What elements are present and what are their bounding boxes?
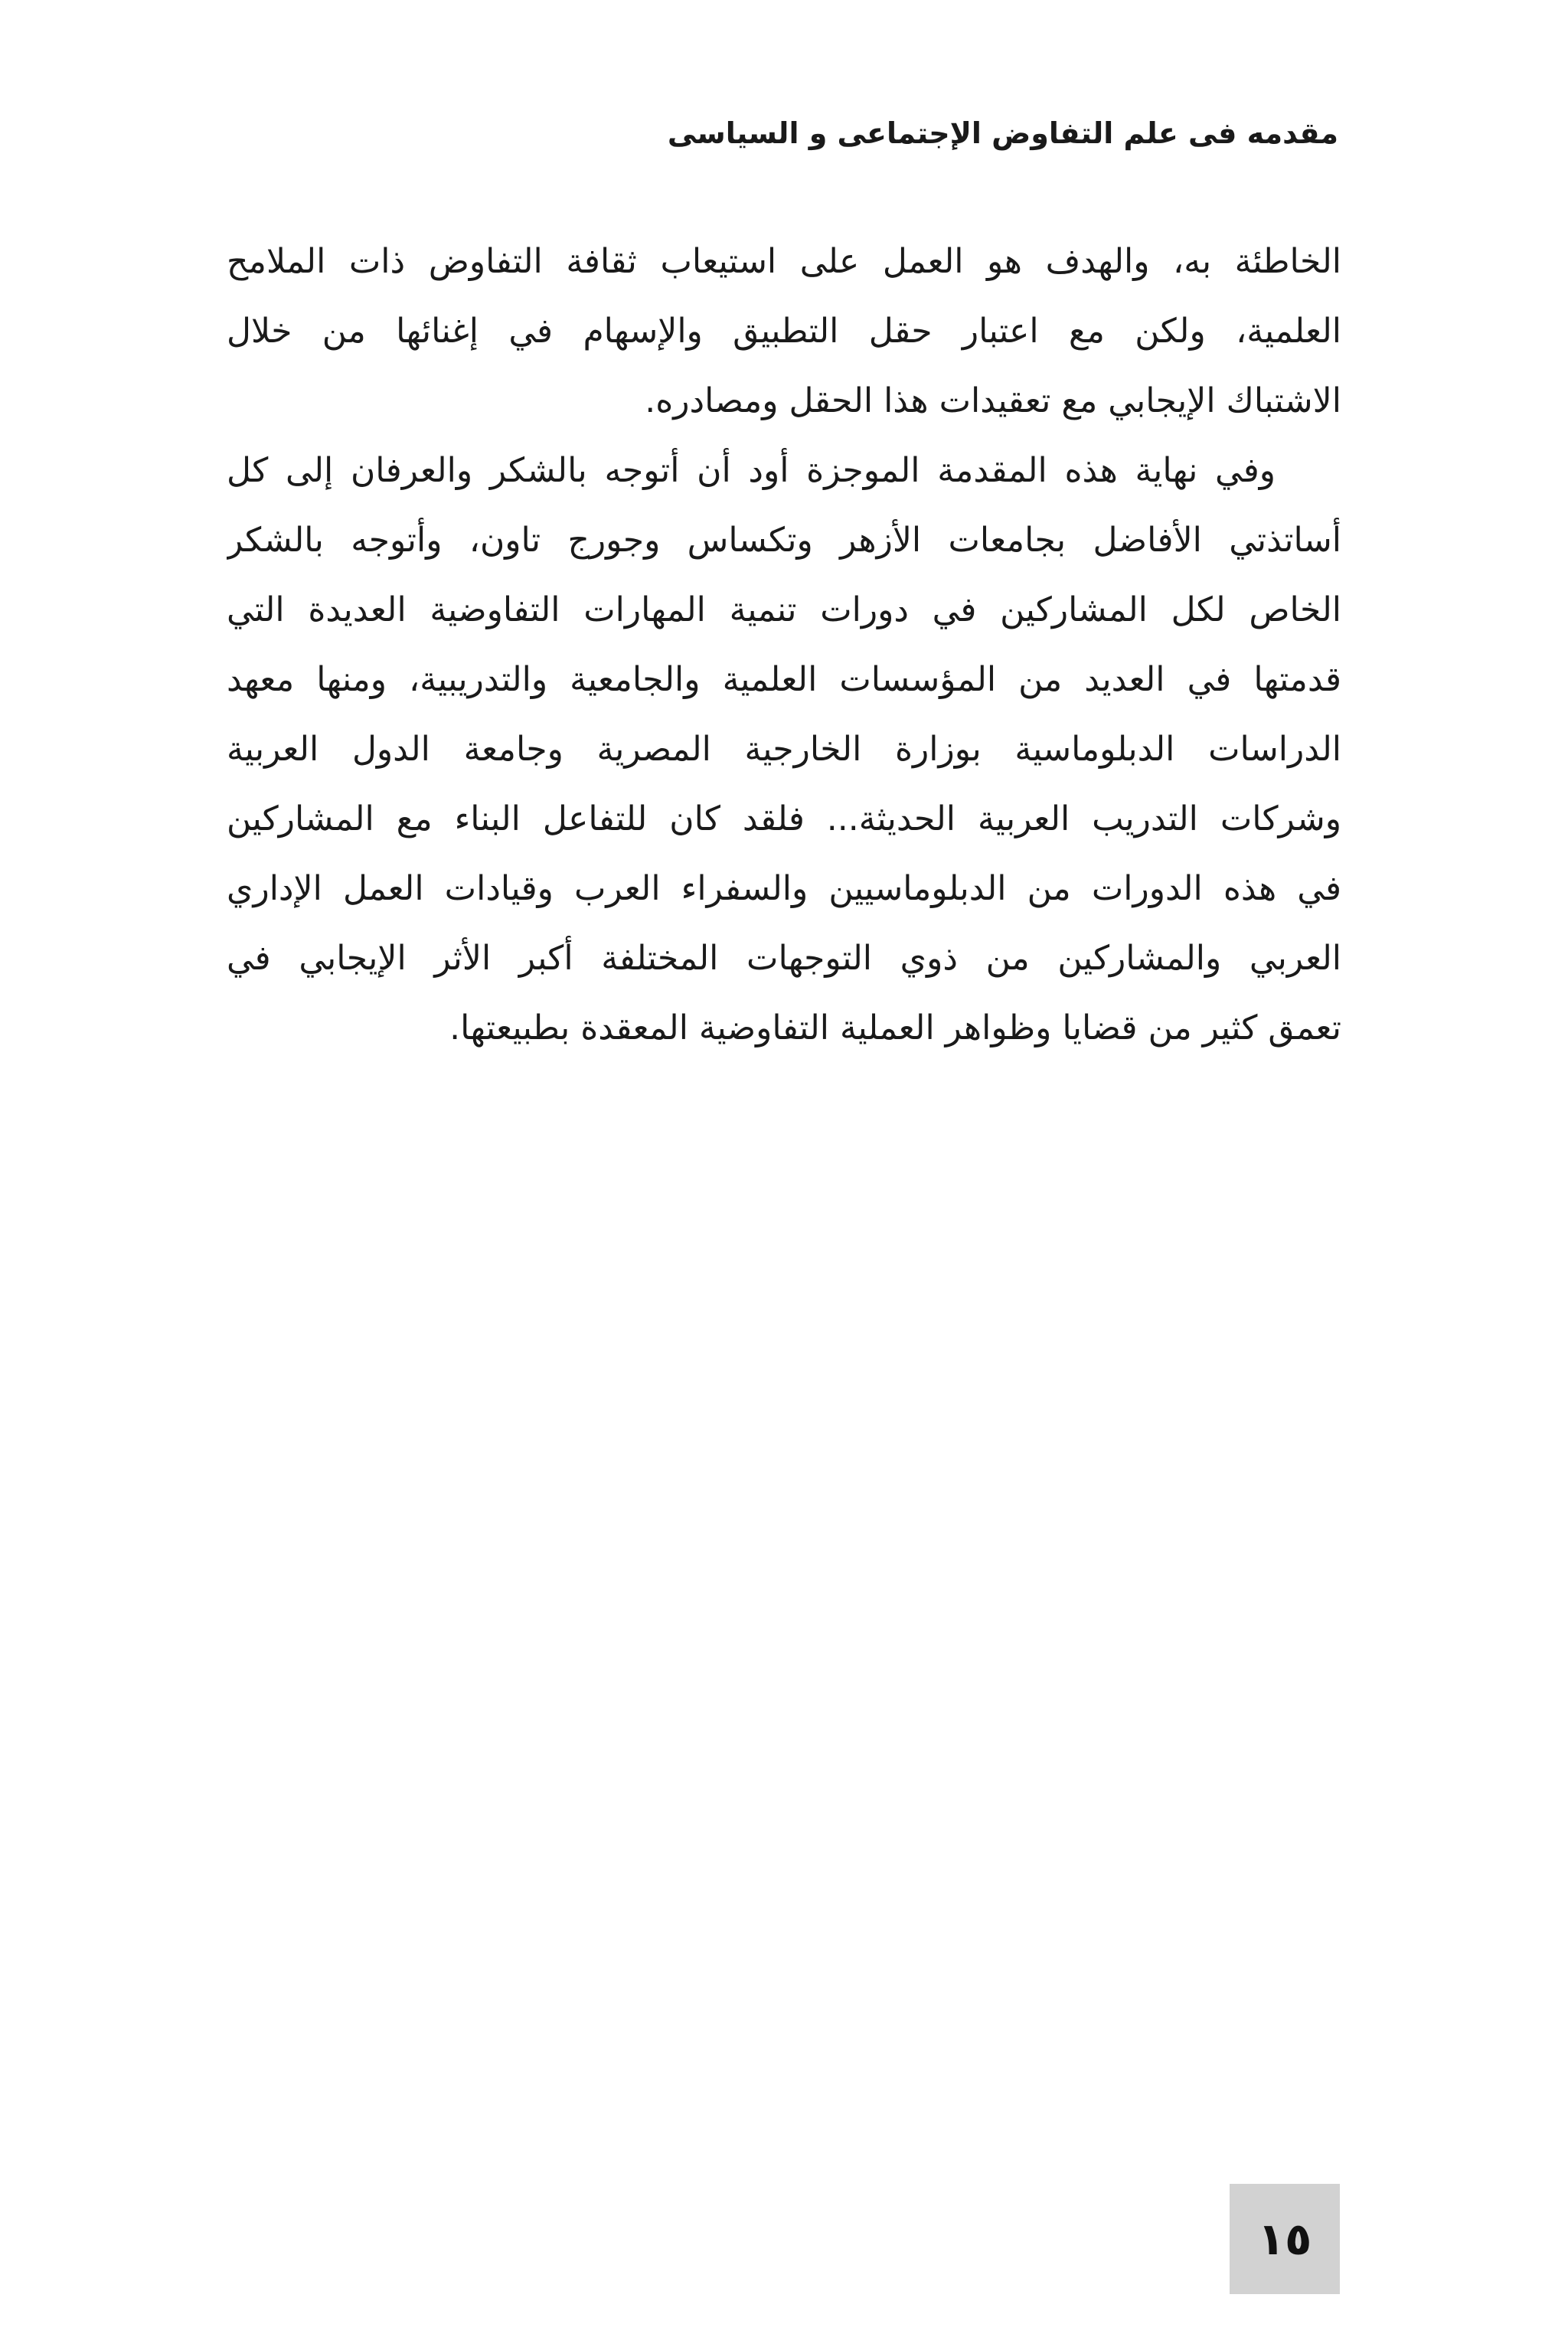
text-line: أساتذتي الأفاضل بجامعات الأزهر وتكساس وجورج تاون، وأتوجه بالشكر xyxy=(227,521,1341,560)
text-line: الخاص لكل المشاركين في دورات تنمية المهارات التفاوضية العديدة التي xyxy=(227,590,1341,629)
text-line: تعمق كثير من قضايا وظواهر العملية التفاوضية المعقدة بطبيعتها. xyxy=(449,1008,1341,1048)
text-line: العلمية، ولكن مع اعتبار حقل التطبيق والإسهام في إغنائها من خلال xyxy=(227,312,1341,351)
book-title: مقدمه فى علم التفاوض الإجتماعى و السياسى xyxy=(667,116,1338,150)
text-line: وشركات التدريب العربية الحديثة... فلقد كان للتفاعل البناء مع المشاركين xyxy=(227,799,1341,838)
text-line: في هذه الدورات من الدبلوماسيين والسفراء العرب وقيادات العمل الإداري xyxy=(227,869,1341,908)
text-line: الاشتباك الإيجابي مع تعقيدات هذا الحقل ومصادره. xyxy=(645,381,1341,420)
body-text xyxy=(227,227,1341,1063)
text-line: الدراسات الدبلوماسية بوزارة الخارجية المصرية وجامعة الدول العربية xyxy=(227,730,1341,769)
text-line: قدمتها في العديد من المؤسسات العلمية والجامعية والتدريبية، ومنها معهد xyxy=(227,660,1341,699)
page-number-box xyxy=(1230,2184,1340,2294)
text-line: العربي والمشاركين من ذوي التوجهات المختلفة أكبر الأثر الإيجابي في xyxy=(227,939,1341,978)
running-header xyxy=(230,113,1338,153)
text-line: وفي نهاية هذه المقدمة الموجزة أود أن أتوجه بالشكر والعرفان إلى كل xyxy=(227,451,1276,490)
page-number: ١٥ xyxy=(1257,2213,1312,2265)
text-line: الخاطئة به، والهدف هو العمل على استيعاب ثقافة التفاوض ذات الملامح xyxy=(227,242,1341,281)
